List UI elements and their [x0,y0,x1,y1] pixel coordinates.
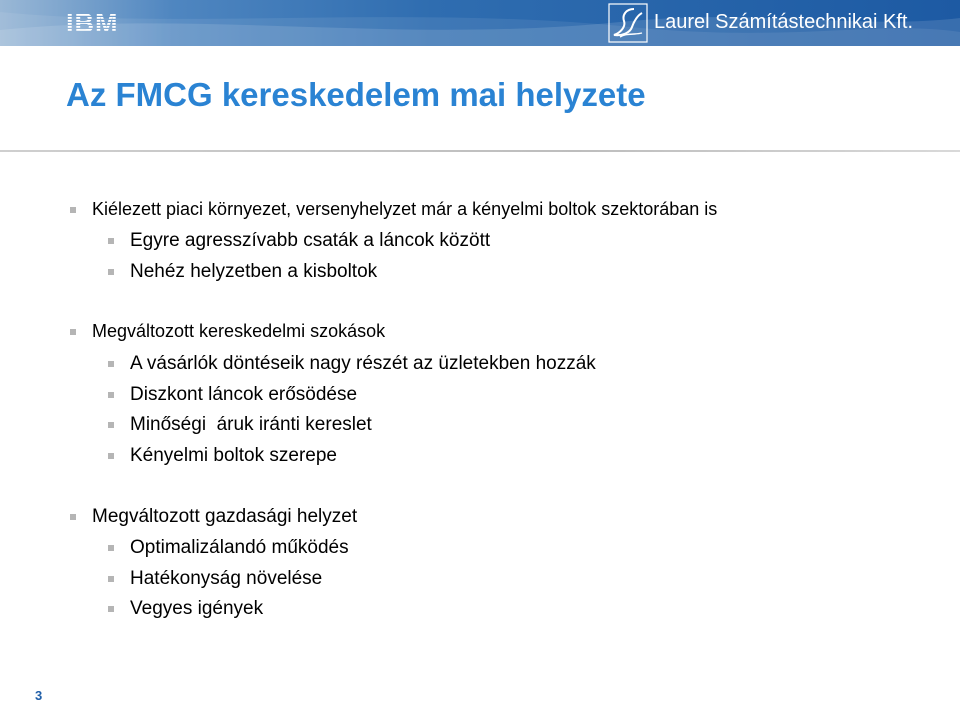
bullet-text: Megváltozott kereskedelmi szokások [92,321,386,341]
sub-bullet [130,537,349,559]
bullet-section-3 [92,506,357,528]
sub-bullet-text: Optimalizálandó működés [130,537,349,558]
bullet-section-2 [92,321,385,342]
sub-bullet [130,414,372,436]
slide-title: Az FMCG kereskedelem mai helyzete [66,76,646,113]
ibm-logo-text: IBM [66,8,119,36]
sub-bullet [130,598,263,620]
bullet-square-icon [70,514,76,520]
bullet-square-icon [70,207,76,213]
bullet-square-icon [108,392,114,398]
sub-bullet-text: Egyre agresszívabb csaták a láncok között [130,230,491,251]
sub-bullet-text: Hatékonyság növelése [130,568,323,589]
ibm-logo [66,8,126,36]
title-divider [0,150,960,152]
sub-bullet [130,445,337,467]
bullet-square-icon [108,238,114,244]
sub-bullet-text: Minőségi áruk iránti kereslet [130,414,372,435]
bullet-square-icon [108,361,114,367]
bullet-square-icon [108,422,114,428]
sub-bullet [130,353,596,375]
sub-bullet [130,568,322,590]
bullet-text: Kiélezett piaci környezet, versenyhelyzet már a kényelmi boltok szektorában is [92,199,718,219]
company-name: Laurel Számítástechnikai Kft. [654,11,914,33]
sub-bullet-text: Diszkont láncok erősödése [130,384,358,405]
bullet-text: Megváltozott gazdasági helyzet [92,506,358,527]
sub-bullet-text: A vásárlók döntéseik nagy részét az üzletekben hozzák [130,353,596,374]
bullet-square-icon [108,453,114,459]
bullet-square-icon [108,606,114,612]
sub-bullet [130,230,490,252]
page-number: 3 [35,688,43,703]
bullet-square-icon [70,329,76,335]
header-banner [0,0,960,46]
bullet-section-1 [92,199,717,220]
sub-bullet-text: Kényelmi boltok szerepe [130,445,337,466]
laurel-logo-icon [608,3,648,43]
sub-bullet [130,261,377,283]
bullet-square-icon [108,576,114,582]
sub-bullet [130,384,357,406]
bullet-square-icon [108,545,114,551]
sub-bullet-text: Nehéz helyzetben a kisboltok [130,261,378,282]
sub-bullet-text: Vegyes igények [130,598,264,619]
bullet-square-icon [108,269,114,275]
